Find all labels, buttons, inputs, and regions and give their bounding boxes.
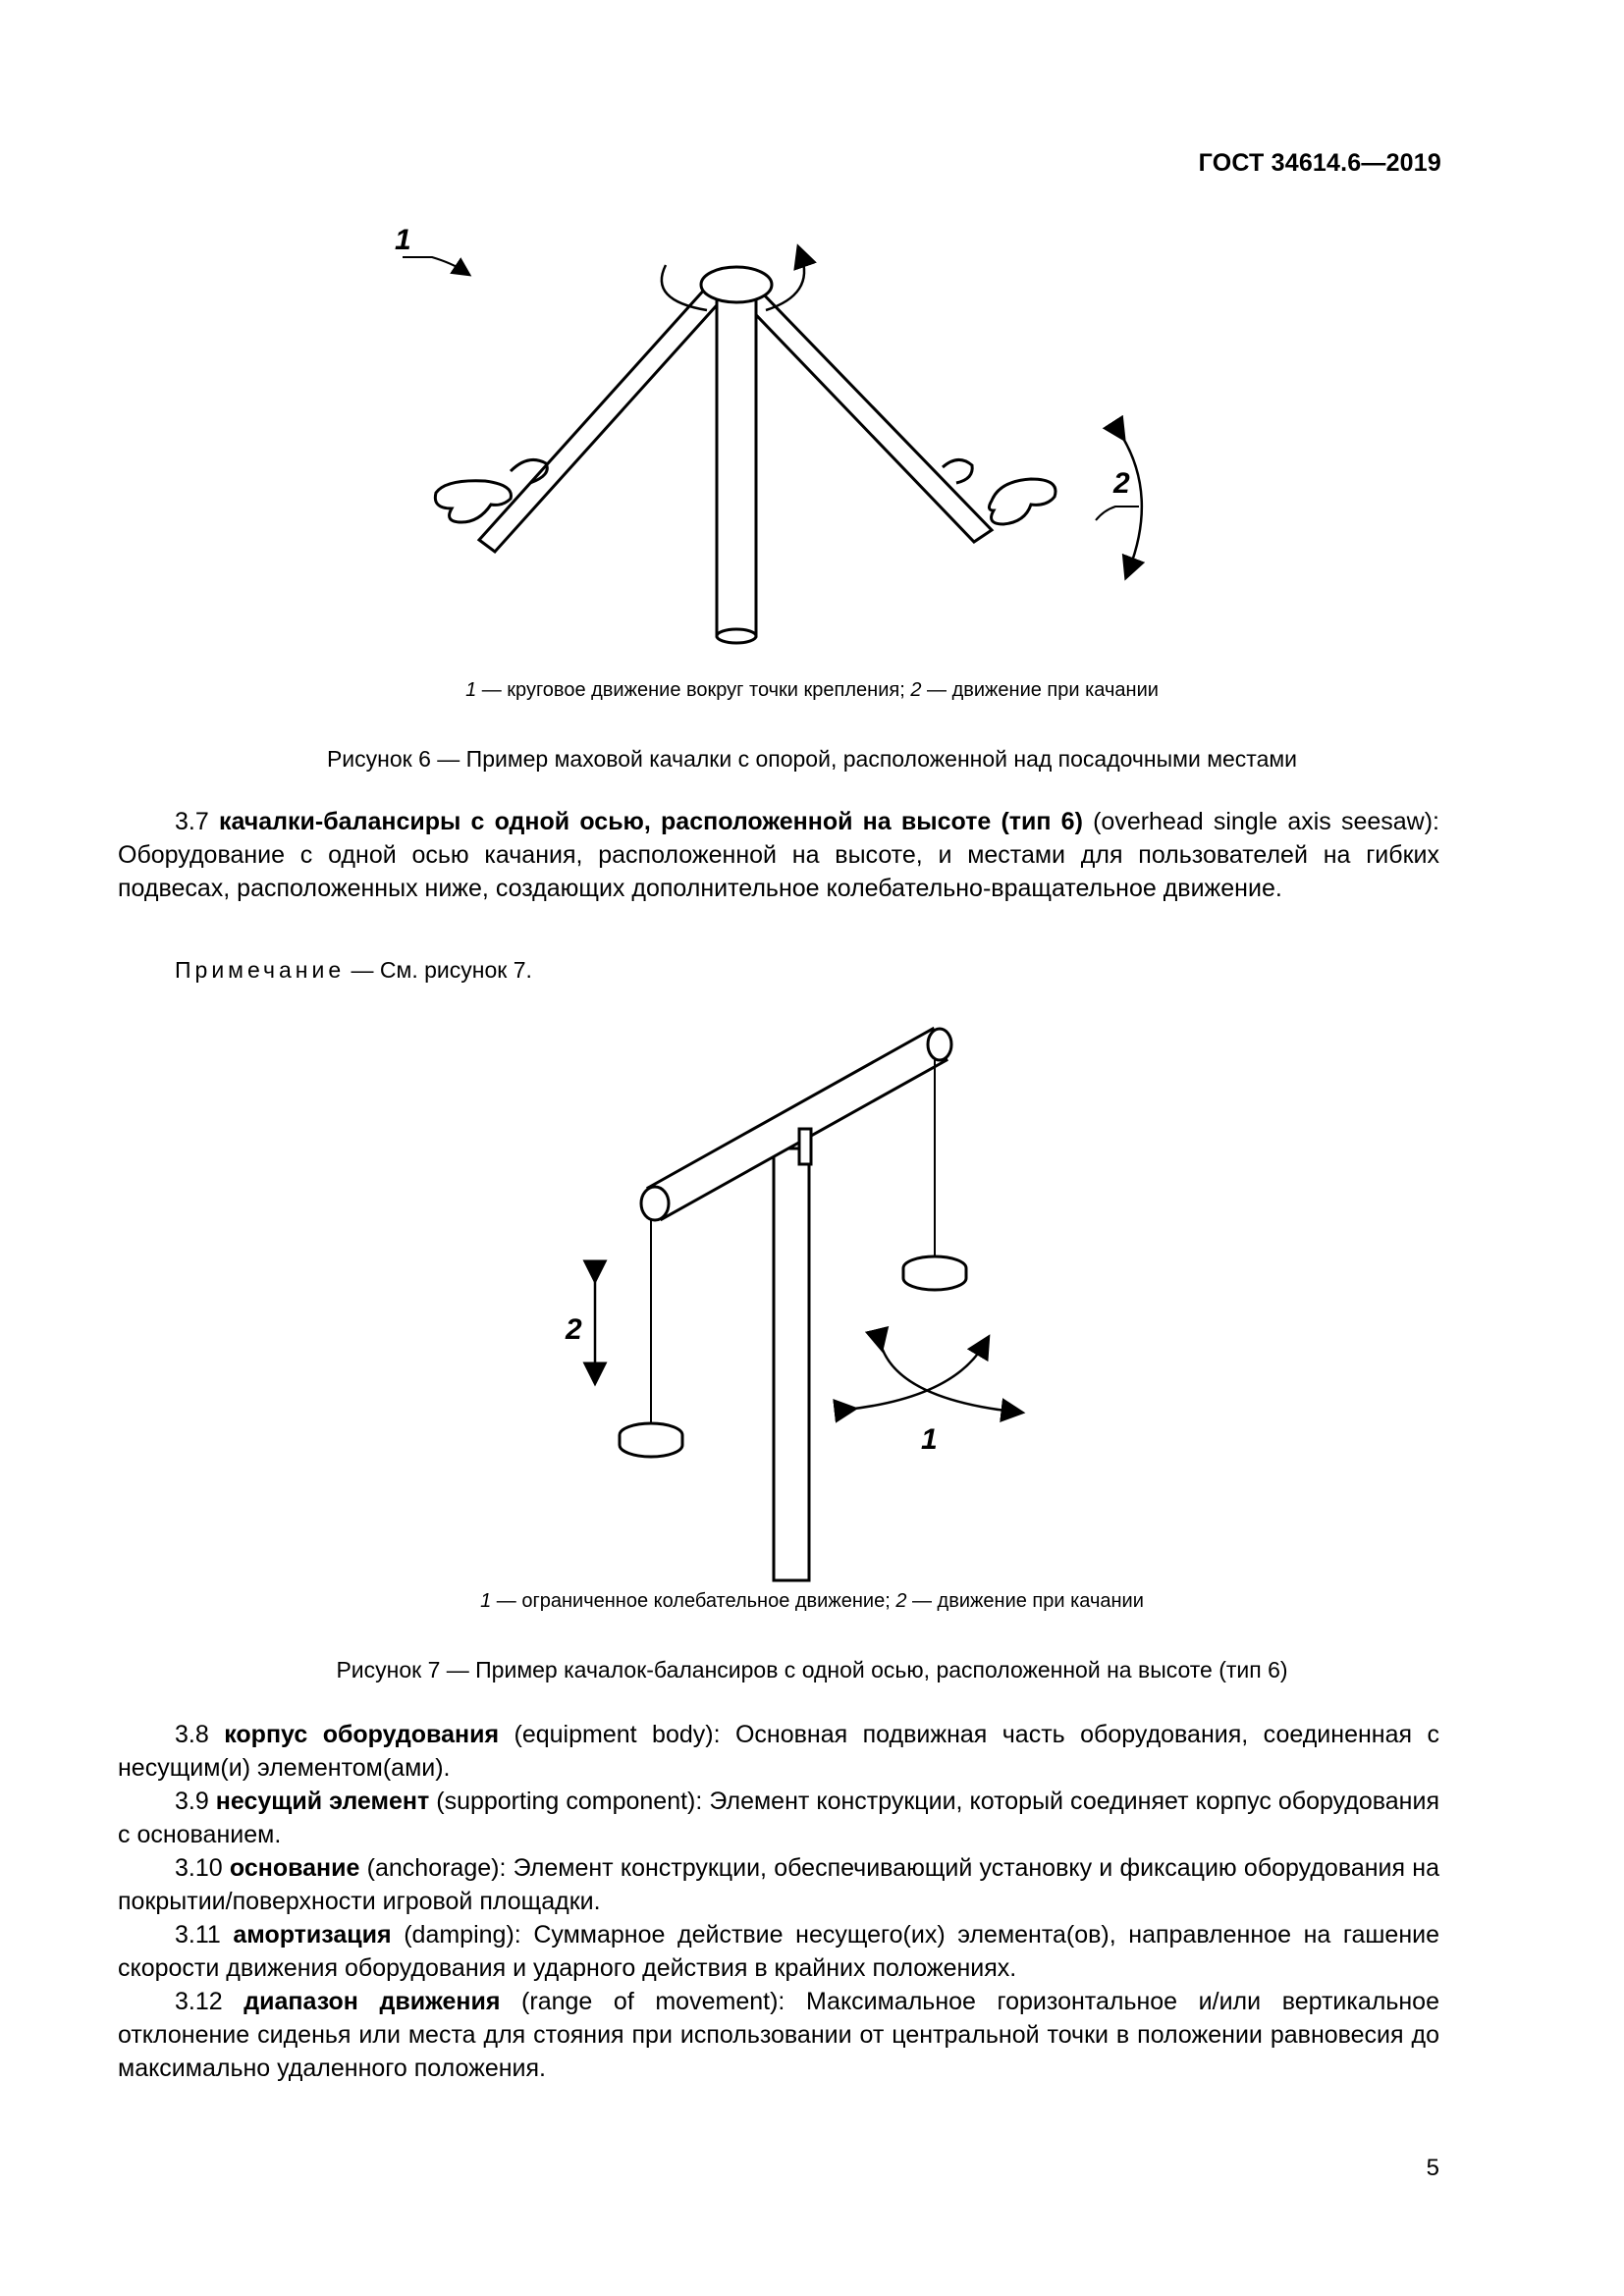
fig7-label-2: 2	[566, 1313, 582, 1346]
section-3-7-number: 3.7	[175, 808, 219, 835]
def-text: (equipment body): Основная подвижная часть оборудования, соединенная с несущим(и) элементом(ами).	[118, 1721, 1439, 1782]
def-text: (anchorage): Элемент конструкции, обеспечивающий установку и фиксацию оборудования на покрытии/поверхности игровой площадки.	[118, 1854, 1439, 1915]
note-label: Примечание	[175, 957, 346, 983]
def-term: амортизация	[233, 1921, 392, 1949]
def-term: диапазон движения	[244, 1988, 501, 2015]
fig6-left-arm	[479, 287, 725, 552]
fig6-pole	[717, 294, 756, 636]
fig6-hub	[701, 267, 772, 302]
definition-3-12	[118, 1985, 1439, 2085]
figure-6-illustration	[395, 224, 1159, 667]
fig7-legend-num-2: 2	[895, 1590, 907, 1612]
fig6-legend-num-2: 2	[910, 679, 922, 701]
fig7-legend-text-2: — движение при качании	[906, 1590, 1144, 1612]
definition-3-10	[118, 1851, 1439, 1918]
figure-7-caption: Рисунок 7 — Пример качалок-балансиров с одной осью, расположенной на высоте (тип 6)	[336, 1657, 1288, 1682]
fig7-label-1: 1	[921, 1423, 938, 1456]
fig6-right-arm	[738, 287, 992, 542]
def-number: 3.9	[175, 1788, 216, 1815]
fig6-legend-num-1: 1	[465, 679, 477, 701]
def-number: 3.11	[175, 1921, 234, 1949]
def-term: основание	[229, 1854, 360, 1882]
section-3-7-term: качалки-балансиры с одной осью, расположенной на высоте (тип 6)	[218, 808, 1083, 835]
fig6-right-seat	[989, 479, 1056, 524]
definition-3-9	[118, 1785, 1439, 1851]
figure-6-legend	[0, 679, 1624, 702]
def-text: (damping): Суммарное действие несущего(их) элемента(ов), направленное на гашение скорости движения оборудования и ударного действия в крайних положениях.	[118, 1921, 1439, 1982]
definition-3-8	[118, 1718, 1439, 1785]
fig6-legend-text-1: — круговое движение вокруг точки крепления;	[476, 679, 911, 701]
def-term: корпус оборудования	[224, 1721, 500, 1748]
fig7-legend-text-1: — ограниченное колебательное движение;	[491, 1590, 896, 1612]
definition-3-11	[118, 1918, 1439, 1985]
def-text: (range of movement): Максимальное горизонтальное и/или вертикальное отклонение сиденья или места для стояния при использовании от центральной точки в положении равновесия до максимально удаленного положения.	[118, 1988, 1439, 2082]
page-header-standard-id: ГОСТ 34614.6—2019	[1198, 149, 1441, 177]
fig6-label-2: 2	[1113, 467, 1130, 500]
section-3-7	[118, 805, 1439, 905]
section-3-7-text: (overhead single axis seesaw): Оборудование с одной осью качания, расположенной на высоте, и местами для пользователей на гибких подвесах, расположенных ниже, создающих дополнительное колебательно-вращательное движение.	[118, 808, 1440, 902]
fig7-post	[774, 1148, 809, 1580]
fig6-legend-text-2: — движение при качании	[921, 679, 1159, 701]
figure-6-caption: Рисунок 6 — Пример маховой качалки с опорой, расположенной над посадочными местами	[326, 746, 1298, 772]
def-number: 3.10	[175, 1854, 230, 1882]
section-3-7-note	[175, 957, 532, 984]
def-number: 3.12	[175, 1988, 244, 2015]
def-text: (supporting component): Элемент конструкции, который соединяет корпус оборудования с основанием.	[118, 1788, 1439, 1848]
page-number: 5	[1426, 2155, 1439, 2181]
note-text: — См. рисунок 7.	[345, 957, 532, 983]
figure-7-illustration	[560, 1011, 1110, 1561]
figure-7-legend	[0, 1590, 1624, 1613]
def-number: 3.8	[175, 1721, 225, 1748]
fig7-legend-num-1: 1	[480, 1590, 492, 1612]
fig6-label-1: 1	[395, 224, 411, 256]
def-term: несущий элемент	[215, 1788, 430, 1815]
